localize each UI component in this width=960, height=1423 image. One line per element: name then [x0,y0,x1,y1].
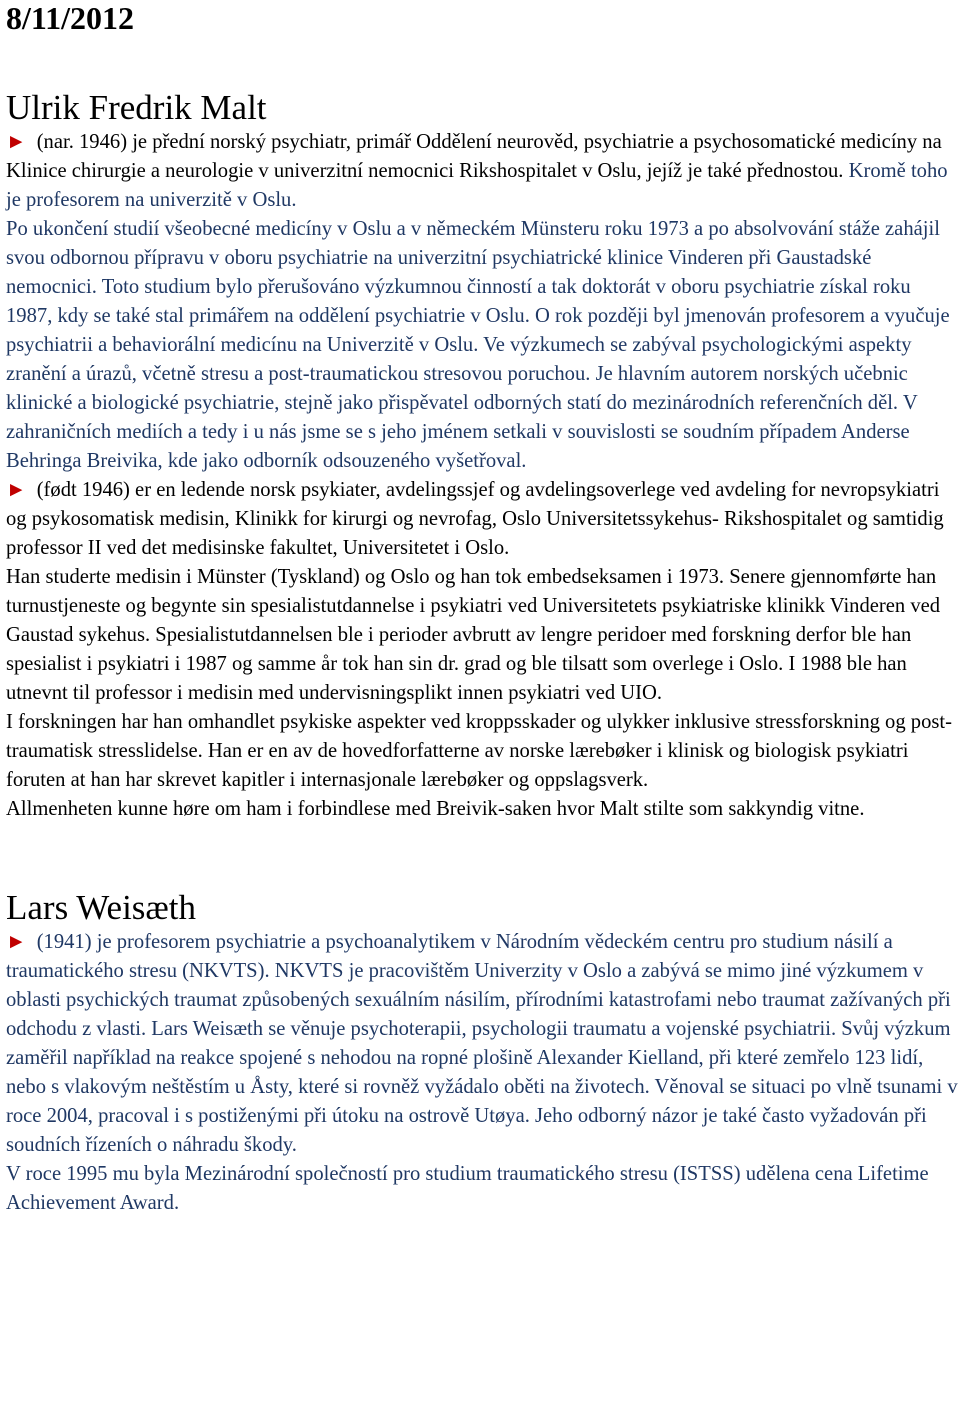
text-run: Allmenheten kunne høre om ham i forbindlese med Breivik-saken hvor Malt stilte som sakkyndig vitne. [6,798,865,820]
text-run: I 1988 ble han utnevnt til professor i medisin med undervisningsplikt innen psykiatri ved UIO. [6,653,907,704]
text-run: (nar. 1946) je přední norský psychiatr, primář Oddělení neurověd, psychiatrie a psychosomatické medicíny na Klinice chirurgie a neurologie v univerzitní nemocnici Rikshospitalet v Oslu, jejíž je také přednostou. [6,131,942,182]
paragraph-cz-intro [6,928,958,1160]
paragraph-cz-career [6,215,958,476]
text-run: Toto studium bylo přerušováno výzkumnou činností a tak doktorát v oboru psychiatrie získal roku 1987, kdy se také stal primářem na oddělení psychiatrie v Oslu. [6,276,911,327]
document-page [6,0,958,1218]
person-heading: Lars Weisæth [6,888,196,927]
text-run: Lars Weisæth se věnuje psychoterapii, psychologii traumatu a vojenské psychiatrii. [151,1018,842,1040]
text-run: Han er en av de hovedforfatterne av norske lærebøker i klinisk og biologisk psykiatri foruten at han har skrevet kapitler i internasjonale lærebøker og oppslagsverk. [6,740,909,791]
person-heading: Ulrik Fredrik Malt [6,88,267,127]
paragraph-cz-award [6,1160,958,1218]
paragraph-cz-intro [6,128,958,215]
text-run: Po ukončení studií všeobecné medicíny v Oslu a v německém Münsteru roku 1973 a po absolvování stáže zahájil svou odbornou přípravu v oboru psychiatrie na univerzitní psychiatrické klinice Vinderen při Gaustadské nemocnici. [6,218,940,298]
text-run: I forskningen har han omhandlet psykiske aspekter ved kroppsskader og ulykker inklusive stressforskning og post-traumatisk stresslidelse. [6,711,952,762]
paragraph-no-public [6,795,958,824]
text-run: Han studerte medisin i Münster (Tyskland) og Oslo og han tok embedseksamen i 1973. Senere gjennomførte han turnustjeneste og begynte sin spesialistutdannelse i psykiatri ved Universitetets psykiatriske klinikk Vinderen ved Gaustad sykehus. [6,566,941,646]
spacer [6,824,958,888]
paragraph-no-research [6,708,958,795]
text-run: V zahraničních mediích a tedy i u nás jsme se s jeho jménem setkali v souvislosti se soudním případem Anderse Behringa Breivika, kde jako odborník odsouzeného vyšetřoval. [6,392,918,472]
document-date: 8/11/2012 [6,0,135,36]
spacer [6,36,958,88]
section-malt [6,88,958,824]
text-run: (1941) je profesorem psychiatrie a psychoanalytikem v Národním vědeckém centru pro studium násilí a traumatického stresu (NKVTS). [6,931,893,982]
text-run: Ve výzkumech se zabýval psychologickými aspekty zranění a úrazů, včetně stresu a post-traumatickou stresovou poruchou. [6,334,912,385]
paragraph-no-intro [6,476,958,563]
text-run: Spesialistutdannelsen ble i perioder avbrutt av lengre peridoer med forskning derfor ble han spesialist i psykiatri i 1987 og samme år tok han sin dr. grad og ble tilsatt som overlege i Oslo. [6,624,912,675]
text-run: Svůj výzkum zaměřil například na reakce spojené s nehodou na ropné plošině Alexander Kielland, při které zemřelo 123 lidí, nebo s vlakovým neštěstím u Åsty, které si rovněž vyžádalo oběti na životech. [6,1018,951,1098]
section-weisaeth [6,888,958,1218]
triangle-marker-icon: ► [6,931,27,953]
text-run: O rok později byl jmenován profesorem a vyučuje psychiatrii a behaviorální medicínu na Univerzitě v Oslu. [6,305,950,356]
text-run: Jeho odborný názor je také často vyžadován při soudních řízeních o náhradu škody. [6,1105,927,1156]
text-run: Je hlavním autorem norských učebnic klinické a biologické psychiatrie, stejně jako přispěvatel odborných statí do mezinárodních referenčních děl. [6,363,908,414]
text-run: V roce 1995 mu byla Mezinárodní společností pro studium traumatického stresu (ISTSS) udělena cena Lifetime Achievement Award. [6,1163,929,1214]
paragraph-no-career [6,563,958,708]
text-run: NKVTS je pracovištěm Univerzity v Oslo a zabývá se mimo jiné výzkumem v oblasti psychických traumat způsobených sexuálním násilím, přírodními katastrofami nebo traumat zažívaných při odchodu z vlasti. [6,960,951,1040]
text-run: Věnoval se situaci po vlně tsunami v roce 2004, pracoval i s postiženými při útoku na ostrově Utøya. [6,1076,958,1127]
triangle-marker-icon: ► [6,131,27,153]
triangle-marker-icon: ► [6,479,27,501]
text-run: Kromě toho je profesorem na univerzitě v Oslu. [6,160,948,211]
text-run: (født 1946) er en ledende norsk psykiater, avdelingssjef og avdelingsoverlege ved avdeling for nevropsykiatri og psykosomatisk medisin, Klinikk for kirurgi og nevrofag, Oslo Universitetssykehus- Rikshospitalet og samtidig professor II ved det medisinske fakultet, Universitetet i Oslo. [6,479,944,559]
